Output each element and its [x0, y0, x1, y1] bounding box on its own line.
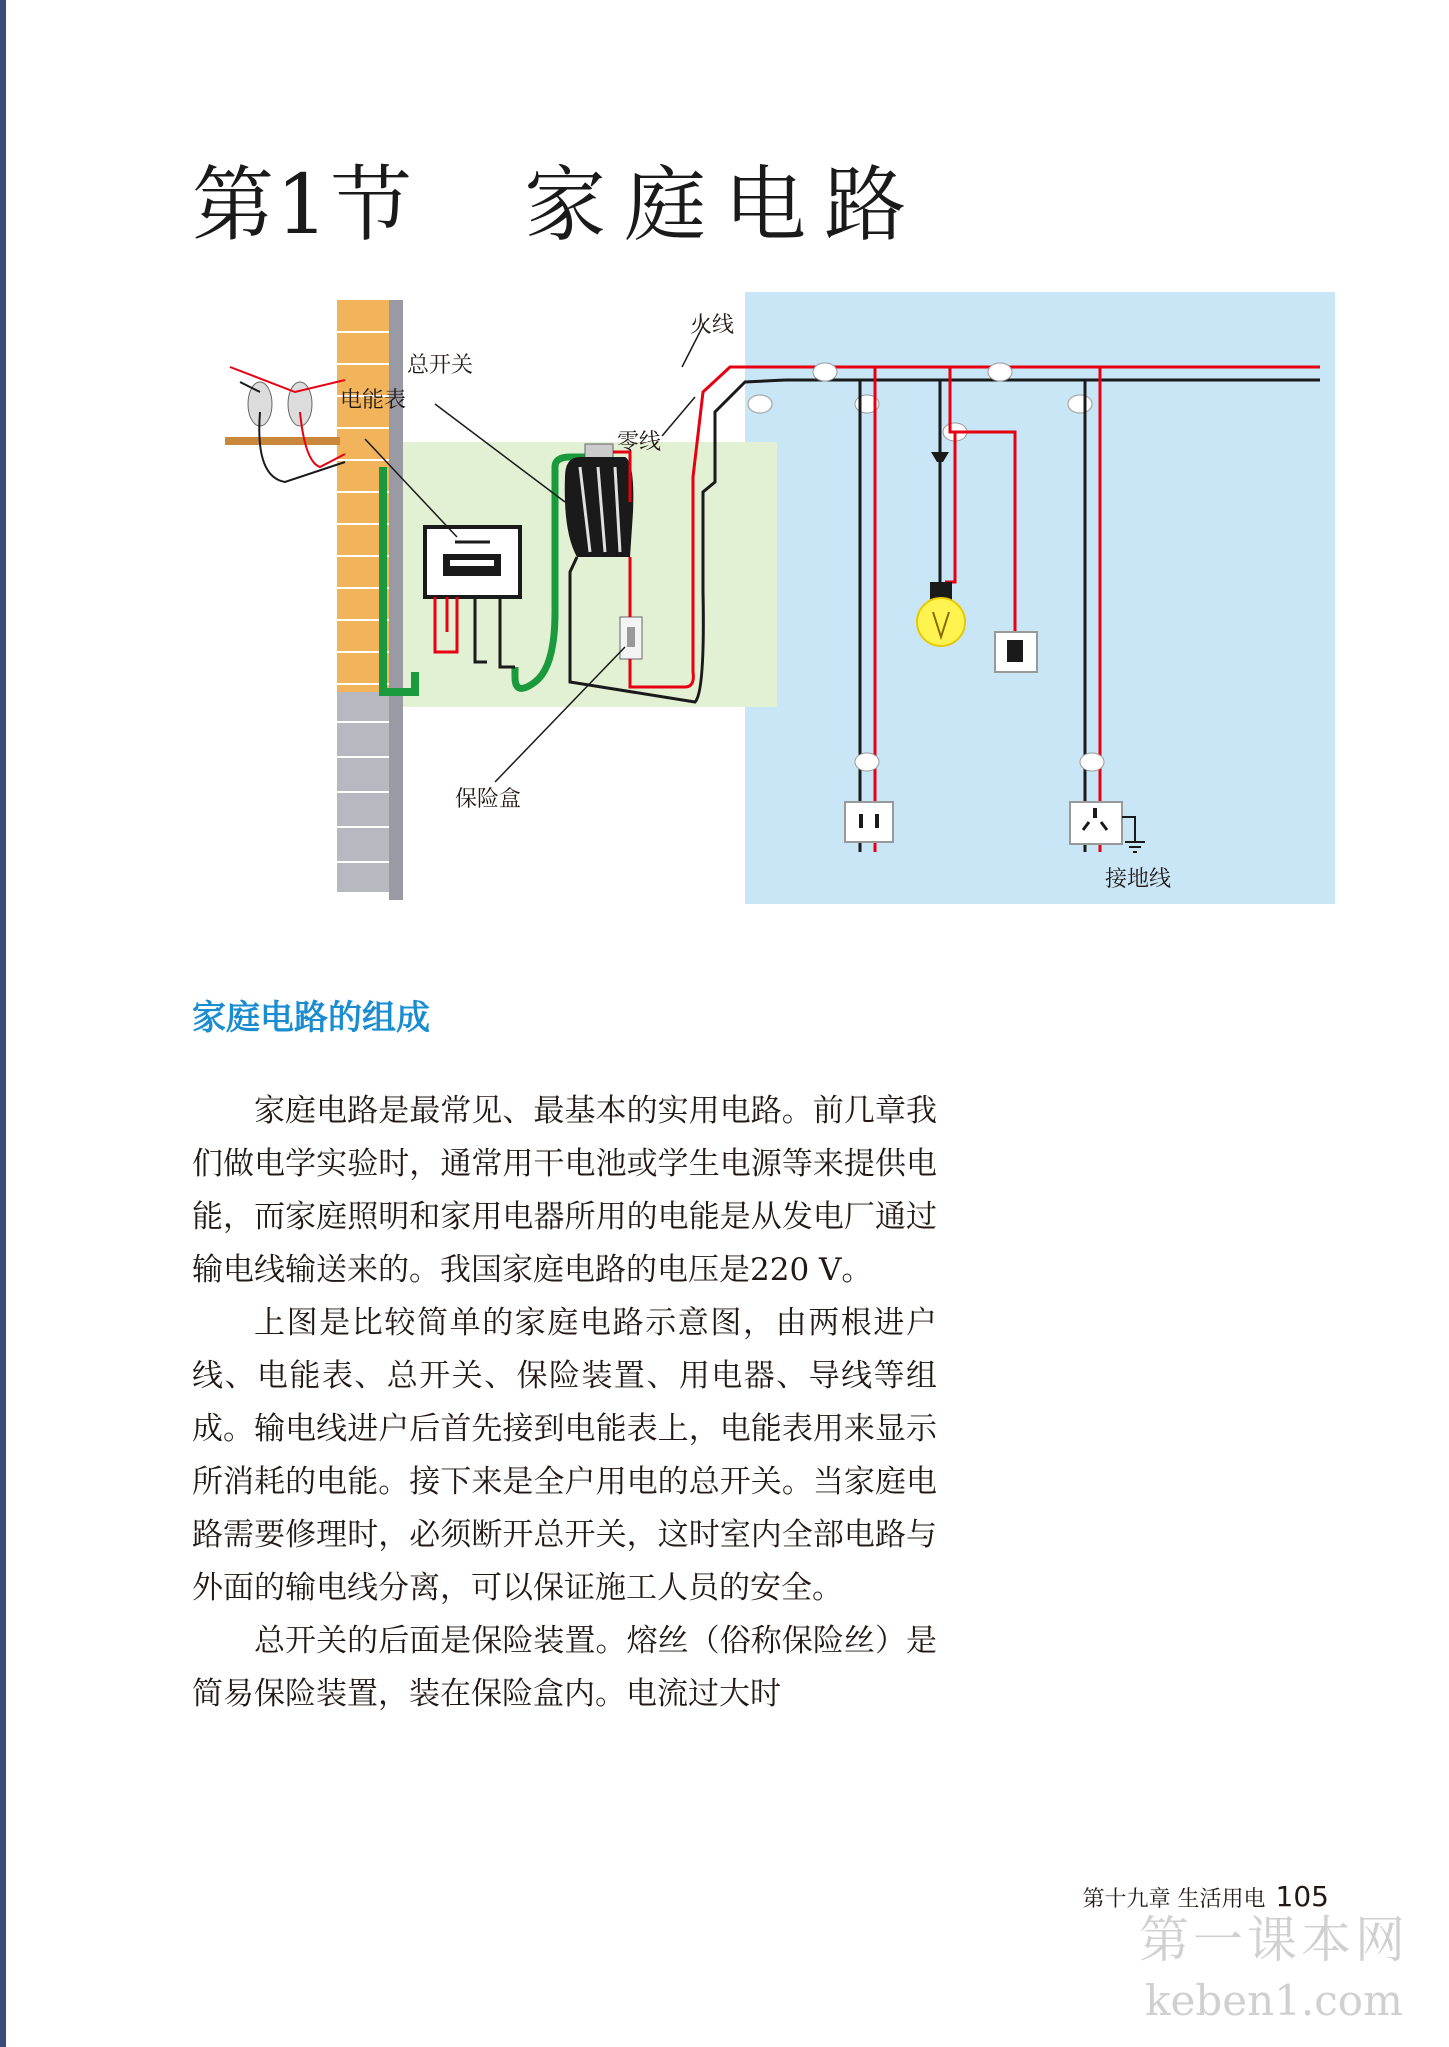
chapter-title-number: 第1节: [192, 158, 415, 253]
two-pin-socket: [845, 802, 893, 842]
wall-switch: [995, 632, 1037, 672]
household-circuit-diagram: [225, 292, 1335, 912]
paragraph-3: 总开关的后面是保险装置。熔丝（俗称保险丝）是简易保险装置，装在保险盒内。电流过大时: [192, 1623, 937, 1712]
room-background: [745, 292, 1335, 904]
watermark-line-2: keben1.com: [1145, 1976, 1403, 2025]
body-text: [192, 1085, 937, 1721]
label-meter: 电能表: [340, 388, 407, 413]
label-main-switch: 总开关: [407, 353, 474, 378]
main-switch: [565, 444, 634, 557]
fuse-box: [620, 617, 642, 659]
page-number: 105: [1275, 1880, 1329, 1913]
paragraph-2: 上图是比较简单的家庭电路示意图，由两根进户线、电能表、总开关、保险装置、用电器、导线等组成。输电线进户后首先接到电能表上，电能表用来显示所消耗的电能。接下来是全户用电的总开关。当家庭电路需要修理时，必须断开总开关，这时室内全部电路与外面的输电线分离，可以保证施工人员的安全。: [192, 1305, 937, 1606]
page-edge-strip: [0, 0, 6, 2047]
outdoor-insulators: [225, 367, 345, 482]
label-fuse-box: 保险盒: [455, 787, 522, 812]
label-neutral-wire: 零线: [617, 430, 662, 455]
paragraph-1: 家庭电路是最常见、最基本的实用电路。前几章我们做电学实验时，通常用干电池或学生电源等来提供电能，而家庭照明和家用电器所用的电能是从发电厂通过输电线输送来的。我国家庭电路的电压是220 V。: [192, 1093, 937, 1288]
chapter-title-text: 家庭电路: [524, 158, 925, 253]
label-live-wire: 火线: [690, 313, 735, 338]
label-ground-wire: 接地线: [1105, 867, 1172, 892]
chapter-title: [192, 140, 924, 257]
watermark-line-1: 第一课本网: [1139, 1911, 1409, 1969]
footer-chapter: 第十九章 生活用电: [1082, 1887, 1266, 1912]
section-heading: 家庭电路的组成: [192, 998, 430, 1038]
three-pin-socket: [1070, 802, 1122, 844]
watermark: [1139, 1900, 1409, 2025]
